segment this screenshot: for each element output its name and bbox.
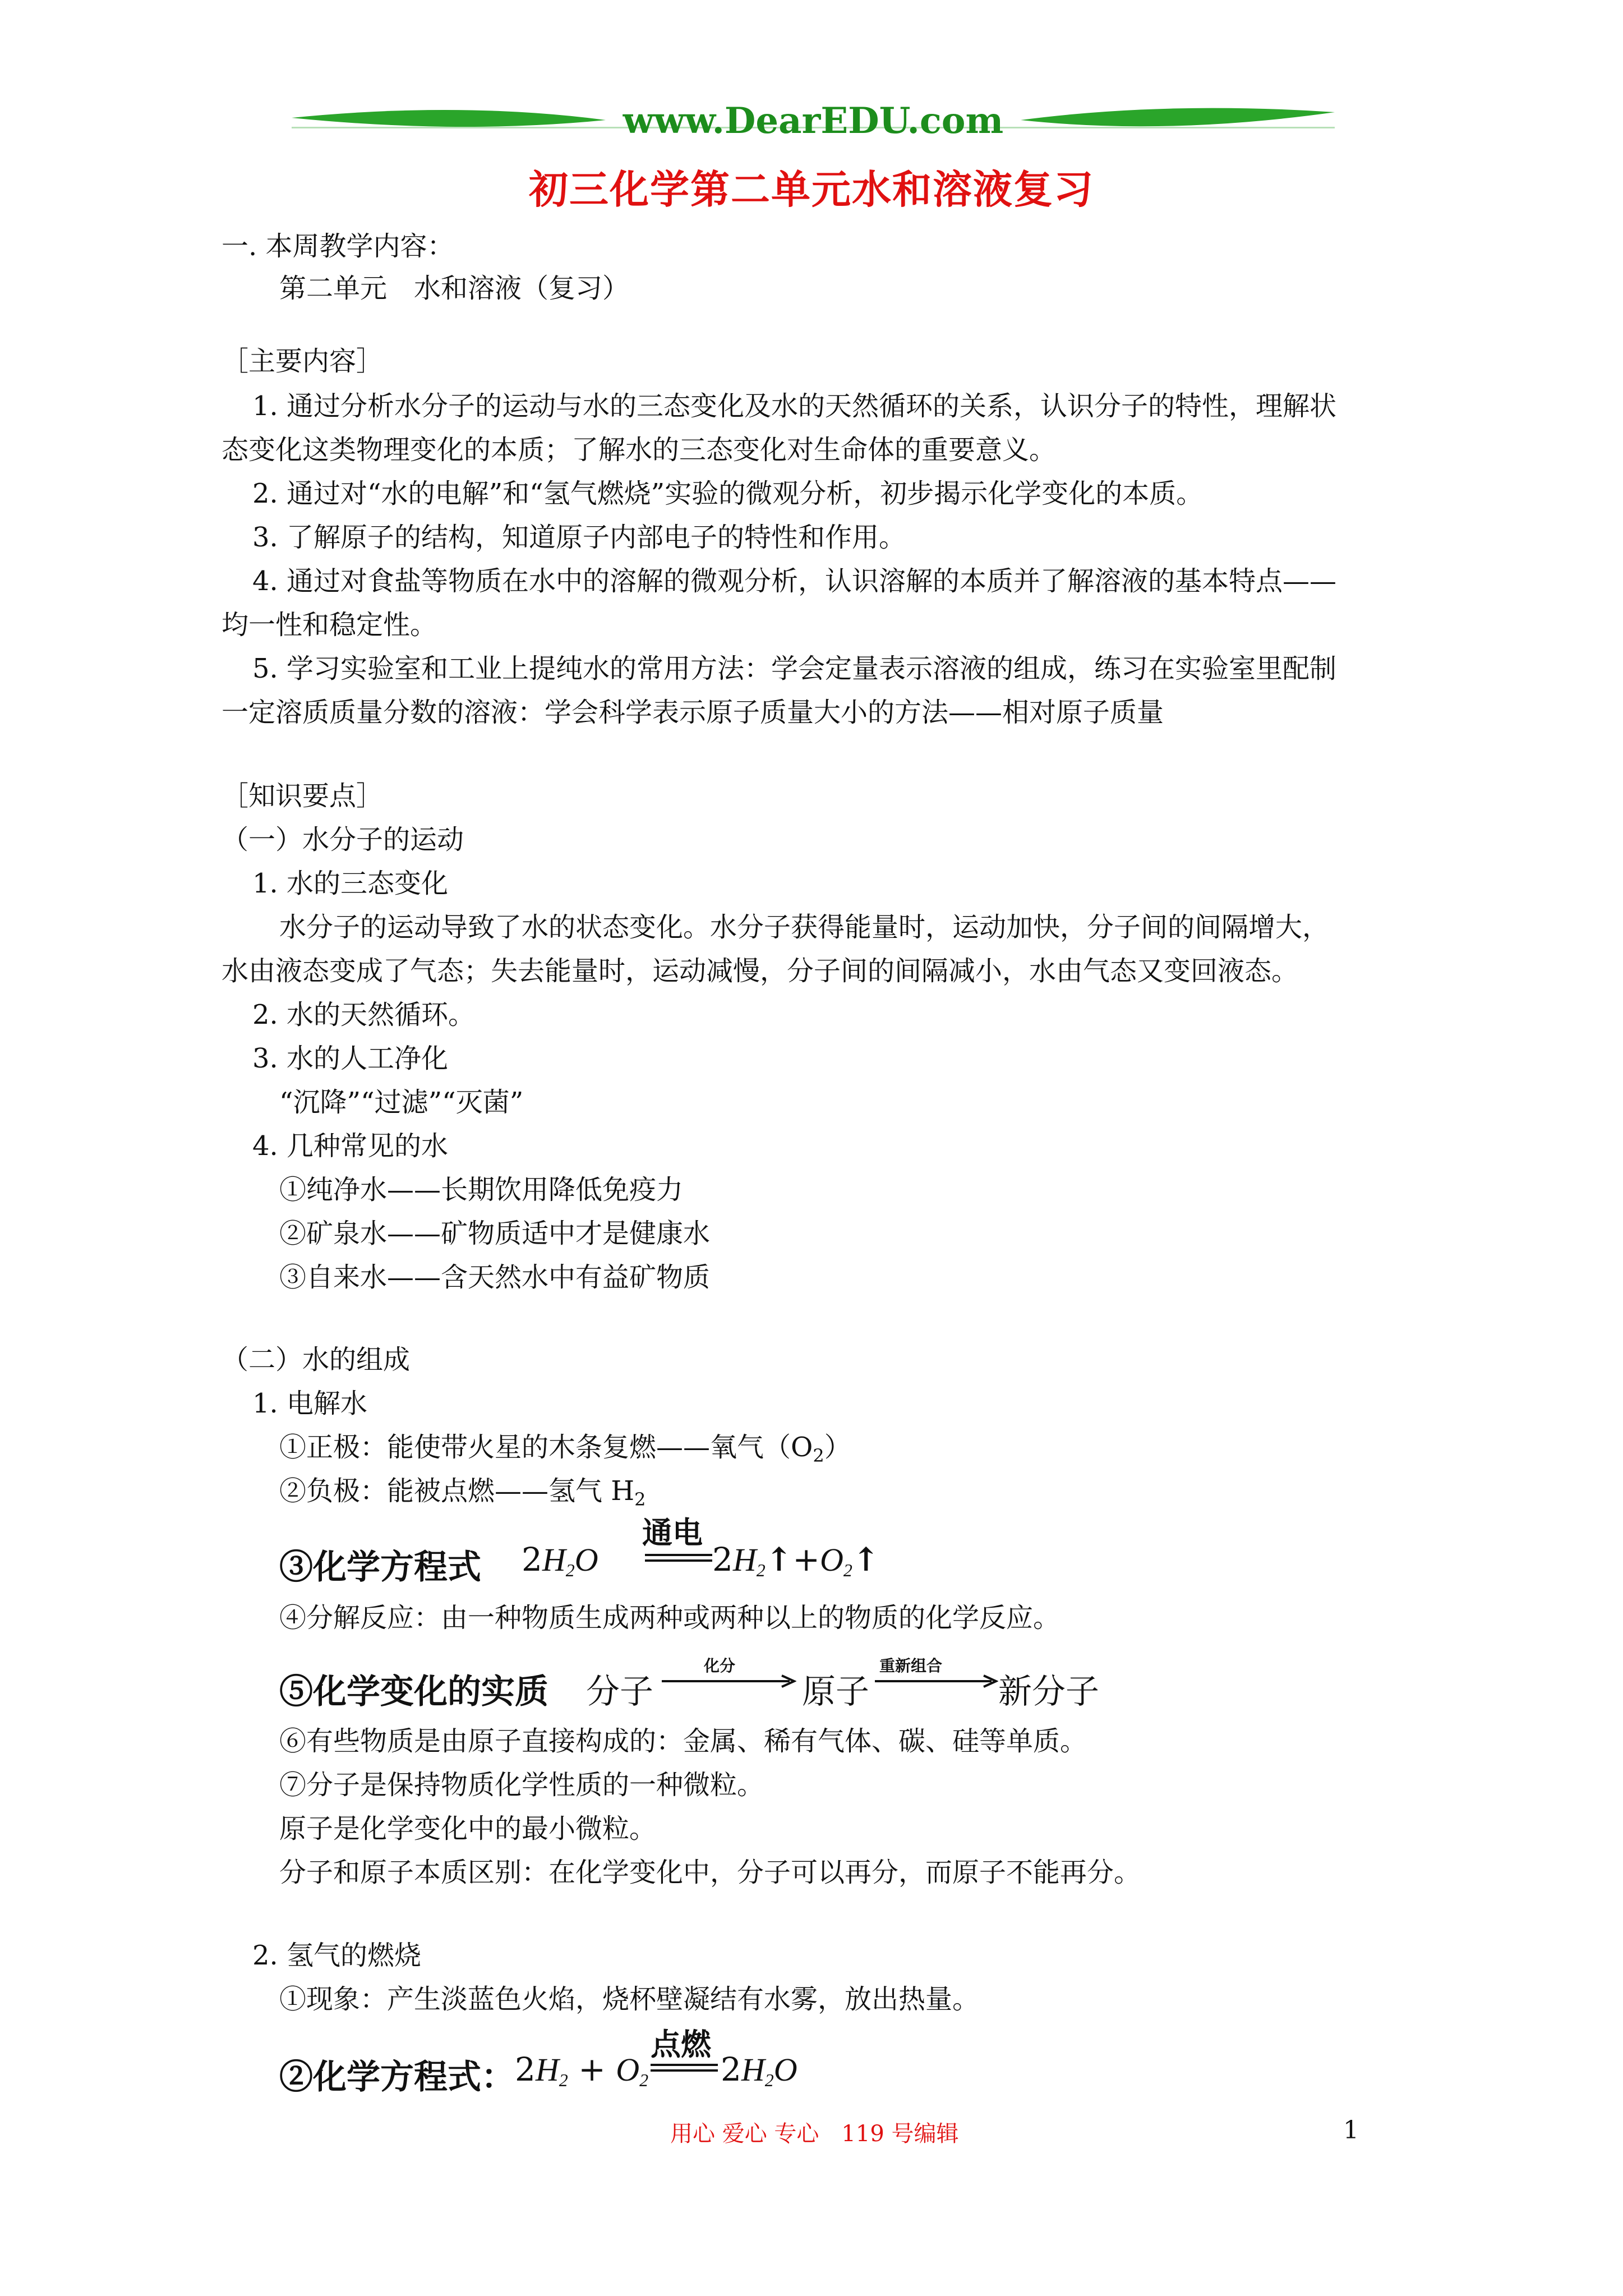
chemical-change-essence: ⑤化学变化的实质 [279, 1672, 548, 1711]
point-purification: 3. 水的人工净化 [252, 1043, 449, 1074]
point-hydrogen-combustion: 2. 氢气的燃烧 [252, 1940, 422, 1971]
essence-step-split: 化分 [704, 1657, 736, 1675]
essence-new-molecule: 新分子 [998, 1672, 1099, 1711]
unit-line: 第二单元 水和溶液（复习） [279, 273, 630, 304]
equation-combustion-product: $2H_2O$ [721, 2050, 797, 2090]
content-item-5b: 一定溶质质量分数的溶液：学会科学表示原子质量大小的方法——相对原子质量 [222, 697, 1164, 728]
purification-steps: “沉降”“过滤”“灭菌” [279, 1087, 524, 1118]
document-title: 初三化学第二单元水和溶液复习 [529, 166, 1094, 213]
content-item-4b: 均一性和稳定性。 [222, 609, 437, 641]
point-difference: 分子和原子本质区别：在化学变化中，分子可以再分，而原子不能再分。 [279, 1857, 1141, 1888]
key-points-heading: ［知识要点］ [222, 780, 384, 812]
page-number: 1 [1343, 2116, 1359, 2145]
arrow-right-icon [875, 1674, 998, 1688]
essence-step-recombine: 重新组合 [879, 1657, 943, 1675]
point-atom-composed: ⑥有些物质是由原子直接构成的：金属、稀有气体、碳、硅等单质。 [279, 1726, 1087, 1757]
equation-electrolysis-products: $2H_2↑+O_2↑$ [712, 1540, 880, 1580]
paragraph-states-a: 水分子的运动导致了水的状态变化。水分子获得能量时，运动加快，分子间的间隔增大， [279, 912, 1330, 943]
equation-electrolysis: ③化学方程式 [279, 1548, 481, 1587]
subsection-water-molecule: （一）水分子的运动 [222, 824, 464, 855]
content-item-1b: 态变化这类物理变化的本质；了解水的三态变化对生命体的重要意义。 [222, 434, 1057, 466]
electrolysis-positive: ①正极：能使带火星的木条复燃——氧气$(O_2)$ [279, 1432, 851, 1466]
content-item-1a: 1. 通过分析水分子的运动与水的三态变化及水的天然循环的关系，认识分子的特性，理解状 [252, 390, 1337, 422]
equals-double-line [645, 1553, 712, 1564]
point-atom-definition: 原子是化学变化中的最小微粒。 [279, 1813, 657, 1844]
section-heading-1: 一. 本周教学内容： [222, 231, 454, 262]
content-item-5a: 5. 学习实验室和工业上提纯水的常用方法：学会定量表示溶液的组成，练习在实验室里配制 [252, 653, 1337, 684]
equation-combustion-reactants: $2H_2 + O_2$ [515, 2050, 649, 2090]
essence-atom: 原子 [802, 1672, 869, 1711]
point-electrolysis: 1. 电解水 [252, 1388, 368, 1419]
combustion-phenomenon: ①现象：产生淡蓝色火焰，烧杯壁凝结有水雾，放出热量。 [279, 1984, 980, 2015]
essence-molecule: 分子 [586, 1672, 653, 1711]
point-molecule-definition: ⑦分子是保持物质化学性质的一种微粒。 [279, 1769, 764, 1801]
paragraph-states-b: 水由液态变成了气态；失去能量时，运动减慢，分子间的间隔减小，水由气态又变回液态。 [222, 955, 1299, 987]
decomposition-definition: ④分解反应：由一种物质生成两种或两种以上的物质的化学反应。 [279, 1602, 1061, 1634]
water-type-3: ③自来水——含天然水中有益矿物质 [279, 1262, 711, 1293]
content-item-2: 2. 通过对“水的电解”和“氢气燃烧”实验的微观分析，初步揭示化学变化的本质。 [252, 478, 1204, 509]
point-natural-cycle: 2. 水的天然循环。 [252, 999, 476, 1030]
content-item-4a: 4. 通过对食盐等物质在水中的溶解的微观分析，认识溶解的本质并了解溶液的基本特点—— [252, 565, 1337, 597]
condition-electricity: 通电 [642, 1515, 703, 1550]
water-type-2: ②矿泉水——矿物质适中才是健康水 [279, 1218, 711, 1249]
site-logo-text: www.DearEDU.com [623, 100, 1004, 142]
water-type-1: ①纯净水——长期饮用降低免疫力 [279, 1174, 684, 1205]
main-content-heading: ［主要内容］ [222, 346, 384, 377]
equation-electrolysis-formula: $2H_2O$ [522, 1540, 598, 1580]
arrow-right-icon [662, 1674, 796, 1688]
equation-combustion-label: ②化学方程式： [279, 2058, 515, 2097]
content-item-3: 3. 了解原子的结构，知道原子内部电子的特性和作用。 [252, 522, 906, 553]
equals-double-line [651, 2063, 718, 2074]
point-three-states: 1. 水的三态变化 [252, 868, 449, 899]
electrolysis-negative: ②负极：能被点燃——氢气 $H_2$ [279, 1475, 646, 1510]
footer-text: 用心 爱心 专心 119 号编辑 [670, 2121, 959, 2147]
point-common-water: 4. 几种常见的水 [252, 1130, 449, 1162]
subsection-water-composition: （二）水的组成 [222, 1344, 411, 1375]
condition-ignite: 点燃 [651, 2026, 711, 2062]
